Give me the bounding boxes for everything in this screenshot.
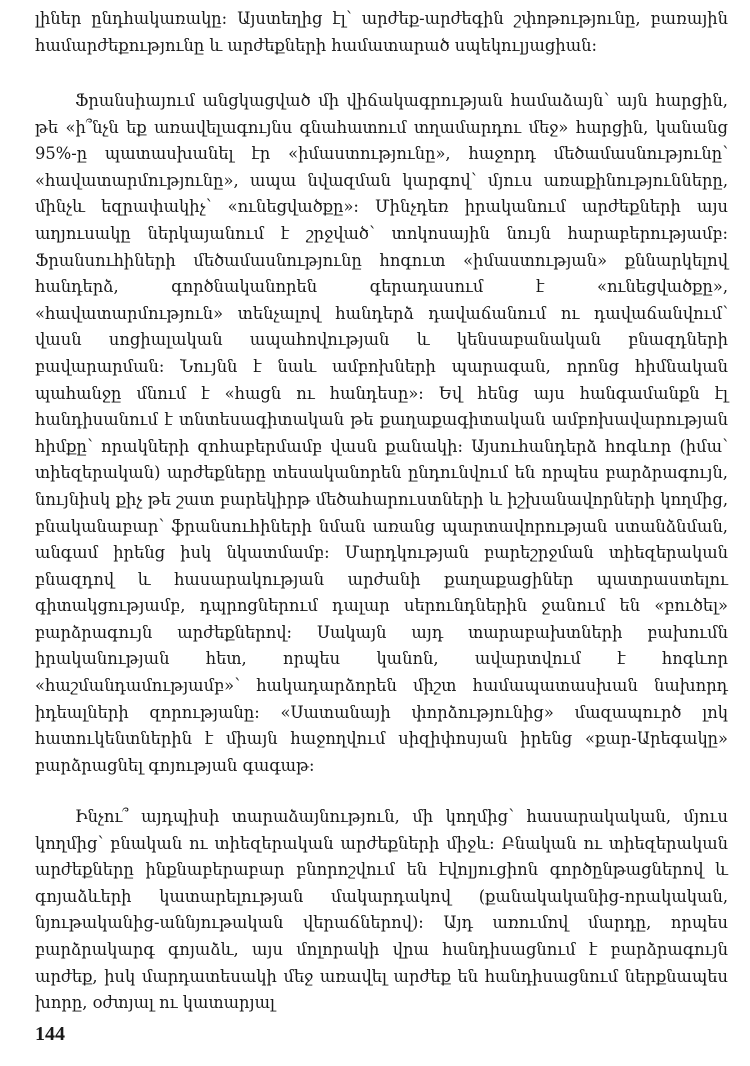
page-number: 144 — [35, 1023, 65, 1045]
paragraph-statistics: Ֆրանսիայում անցկացված մի վիճակագրության համաձայն՝ այն հարցին, թե «ի՞նչն եք առավելագույնս գնահատում տղամարդու մեջ» հարցին, կանանց 95%-ը պատասխանել էր «իմաստությունը», հաջորդ մեծամասնությունը՝ «հավատարմությունը», ապա նվազման կարգով՝ մյուս առաքինությունները, մինչև եզրափակիչ՝ «ունեցվածքը»: Մինչդեռ իրականում արժեքների այս աղյուսակը ներկայանում է շրջված՝ տոկոսային նույն հարաբերությամբ: Ֆրանսուհիների մեծամասնությունը հոգուտ «իմաստության» քննարկելով հանդերձ, գործնականորեն գերադասում է «ունեցվածքը», «հավատարմություն» տենչալով հանդերձ դավաճանում ու դավաճանվում՝ վասն սոցիալական ապահովության և կենսաբանական բնազդների բավարարման: Նույնն է նաև ամբոխների պարագան, որոնց հիմնական պահանջը մնում է «հացն ու հանդեսը»: Եվ հենց այս հանգամանքն էլ հանդիսանում է տնտեսագիտական թե քաղաքագիտական ամբոխավարության հիմքը՝ որակների զոհաբերմամբ վասն քանակի: Այսուհանդերձ հոգևոր (իմա՝ տիեզերական) արժեքները տեսականորեն ընդունվում են որպես բարձրագույն, նույնիսկ քիչ թե շատ բարեկիրթ մեծահարուստների և իշխանավորների կողմից, բնականաբար՝ ֆրանսուհիների նման առանց պարտավորության ստանձնման, անգամ իրենց իսկ նկատմամբ: Մարդկության բարեշրջման տիեզերական բնազդով և հասարակության արժանի քաղաքացիներ պատրաստելու գիտակցությամբ, դպրոցներում դալար սերունդներին ջանում են «բուծել» բարձրագույն արժեքներով: Սակայն այդ տարաբախտների բախումն իրականության հետ, որպես կանոն, ավարտվում է հոգևոր «հաշմանդամությամբ»՝ հակադարձորեն միշտ համապատասխան նախորդ իդեալների զորությանը: «Սատանայի փորձությունից» մազապուրծ լոկ հատուկենտներին է միայն հաջողվում սիզիփոսյան իրենց «քար-Արեգակը» բարձրացնել գոյության գագաթ: — [35, 91, 728, 775]
paragraph-values: Ինչու՞ այդպիսի տարաձայնություն, մի կողմից՝ հասարակական, մյուս կողմից՝ բնական ու տիեզերական արժեքների միջև: Բնական ու տիեզերական արժեքները ինքնաբերաբար բնորոշվում են էվոլյուցիոն գործընթացներով և գոյաձևերի կատարելության մակարդակով (քանակականից-որակական, նյութականից-աննյութական վերաճներով): Այդ առումով մարդը, որպես բարձրակարգ գոյաձև, այս մոլորակի վրա հանդիսացնում է բարձրագույն արժեք, իսկ մարդատեսակի մեջ առավել արժեք են հանդիսացնում ներքնապես խորը, օժտյալ ու կատարյալ — [35, 807, 728, 1013]
document-page — [35, 0, 728, 1066]
paragraph-continued: լիներ ընդհակառակը: Այստեղից էլ՝ արժեք-արժեգին շփոթությունը, բառային համարժեքությունը և արժեքների համատարած սպեկուլյացիան: — [35, 9, 728, 55]
